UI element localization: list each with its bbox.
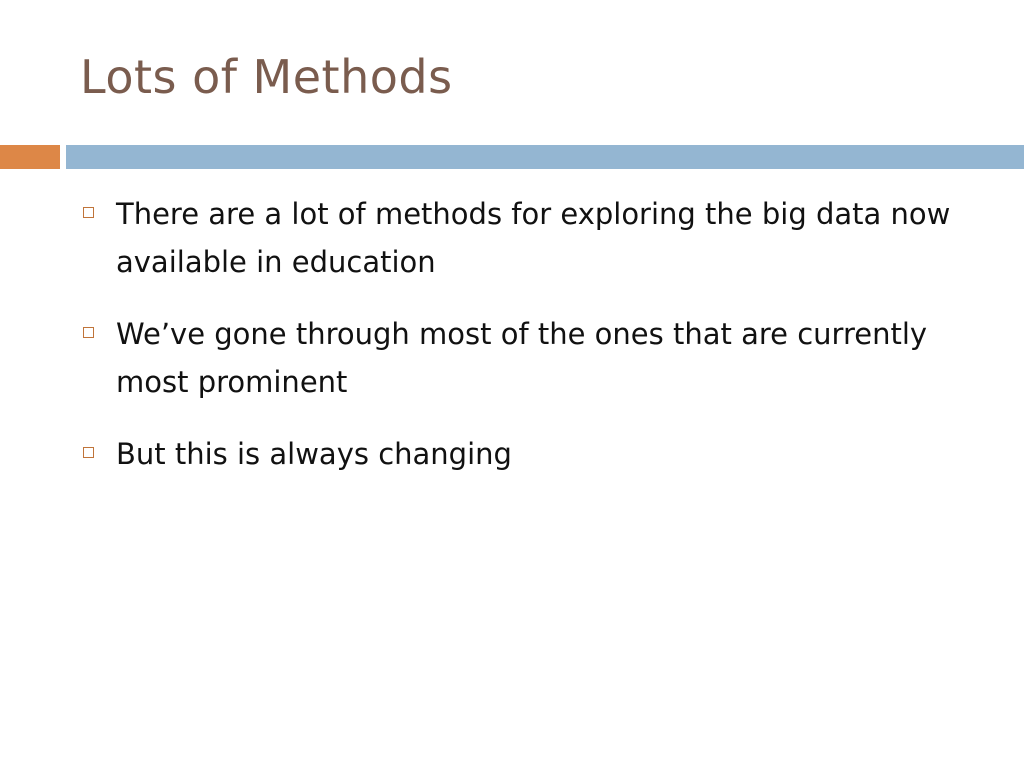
square-bullet-icon [83, 447, 94, 458]
bullet-text: But this is always changing [116, 437, 512, 471]
bullet-text: There are a lot of methods for exploring the big data now available in education [116, 197, 951, 279]
accent-bar-blue [66, 145, 1024, 169]
accent-bar-orange [0, 145, 60, 169]
bullet-list [82, 190, 962, 478]
bullet-item [82, 310, 962, 406]
bullet-item [82, 190, 962, 286]
square-bullet-icon [83, 207, 94, 218]
slide-title: Lots of Methods [80, 50, 453, 104]
square-bullet-icon [83, 327, 94, 338]
bullet-text: We’ve gone through most of the ones that are currently most prominent [116, 317, 928, 399]
bullet-item [82, 430, 962, 478]
